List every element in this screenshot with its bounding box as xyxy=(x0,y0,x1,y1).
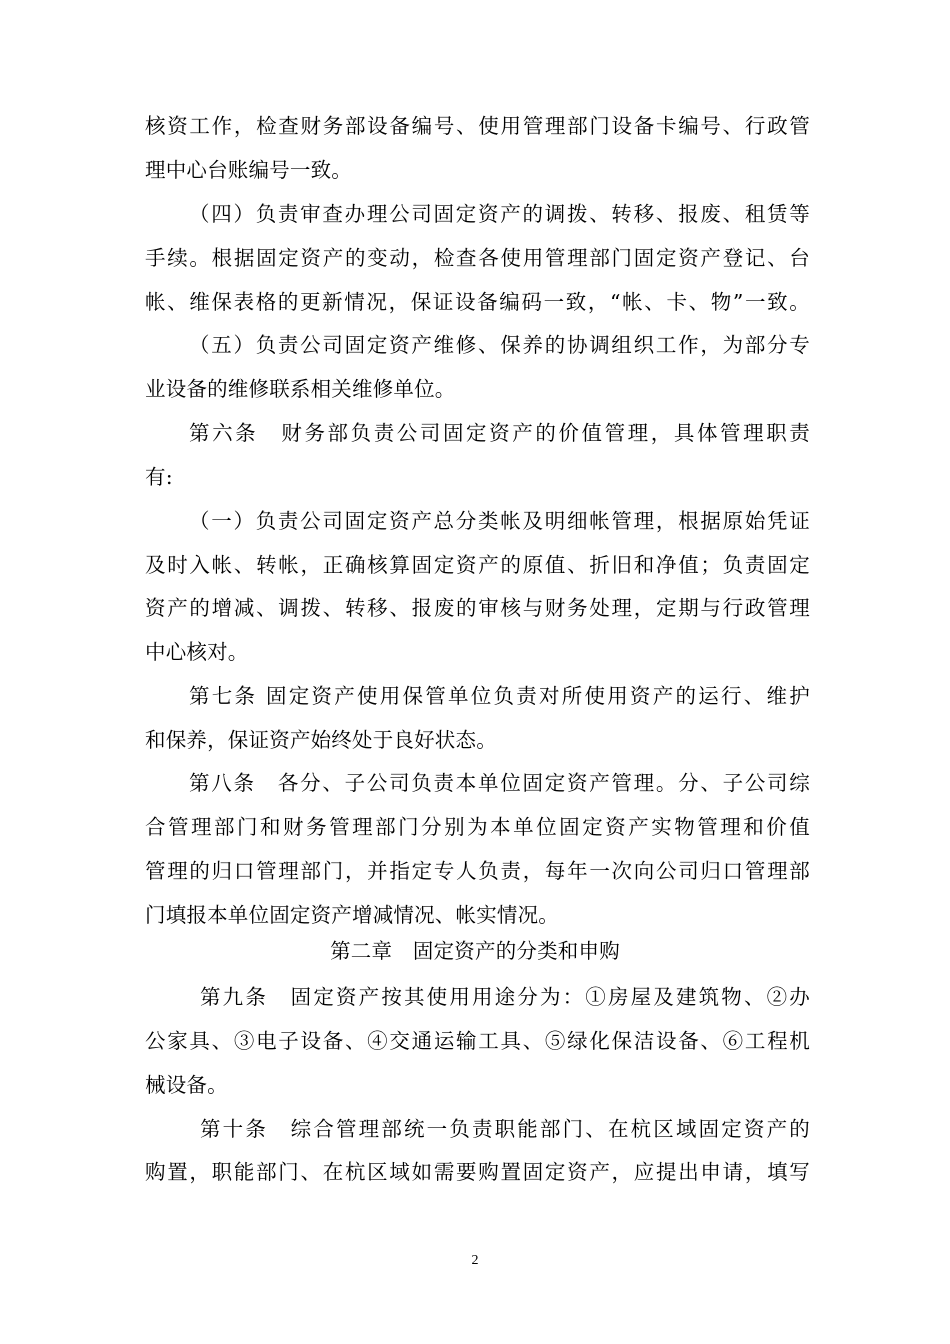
article-line: 第十条 综合管理部统一负责职能部门、在杭区域固定资产的 xyxy=(200,1117,810,1141)
paragraph-line: （四）负责审查办理公司固定资产的调拨、转移、报废、租赁等 xyxy=(189,202,810,226)
article-line: 第七条 固定资产使用保管单位负责对所使用资产的运行、维护 xyxy=(189,684,810,708)
page-number: 2 xyxy=(471,1253,479,1268)
paragraph-line: （一）负责公司固定资产总分类帐及明细帐管理，根据原始凭证 xyxy=(189,509,810,533)
paragraph-line: 业设备的维修联系相关维修单位。 xyxy=(145,377,456,401)
paragraph-line: 帐、维保表格的更新情况，保证设备编码一致，“帐、卡、物”一致。 xyxy=(145,290,810,314)
paragraph-line: 购置，职能部门、在杭区域如需要购置固定资产，应提出申请，填写 xyxy=(145,1160,810,1184)
paragraph-line: 核资工作，检查财务部设备编号、使用管理部门设备卡编号、行政管 xyxy=(145,114,810,138)
paragraph-line: 管理的归口管理部门，并指定专人负责，每年一次向公司归口管理部 xyxy=(145,859,810,883)
article-line: 第六条 财务部负责公司固定资产的价值管理，具体管理职责 xyxy=(189,421,810,445)
article-line: 第八条 各分、子公司负责本单位固定资产管理。分、子公司综 xyxy=(189,771,810,795)
paragraph-line: 合管理部门和财务管理部门分别为本单位固定资产实物管理和价值 xyxy=(145,815,810,839)
article-line: 第九条 固定资产按其使用用途分为：①房屋及建筑物、②办 xyxy=(200,985,810,1009)
paragraph-line: 门填报本单位固定资产增减情况、帐实情况。 xyxy=(145,903,559,927)
paragraph-line: 械设备。 xyxy=(145,1073,228,1097)
paragraph-line: 手续。根据固定资产的变动，检查各使用管理部门固定资产登记、台 xyxy=(145,246,810,270)
chapter-heading: 第二章 固定资产的分类和申购 xyxy=(330,939,620,963)
paragraph-line: 有: xyxy=(145,465,173,489)
paragraph-line: 中心核对。 xyxy=(145,640,249,664)
paragraph-line: 和保养，保证资产始终处于良好状态。 xyxy=(145,728,497,752)
paragraph-line: （五）负责公司固定资产维修、保养的协调组织工作，为部分专 xyxy=(189,333,810,357)
paragraph-line: 公家具、③电子设备、④交通运输工具、⑤绿化保洁设备、⑥工程机 xyxy=(145,1029,810,1053)
paragraph-line: 理中心台账编号一致。 xyxy=(145,158,352,182)
paragraph-line: 及时入帐、转帐，正确核算固定资产的原值、折旧和净值；负责固定 xyxy=(145,553,810,577)
paragraph-line: 资产的增减、调拨、转移、报废的审核与财务处理，定期与行政管理 xyxy=(145,596,810,620)
